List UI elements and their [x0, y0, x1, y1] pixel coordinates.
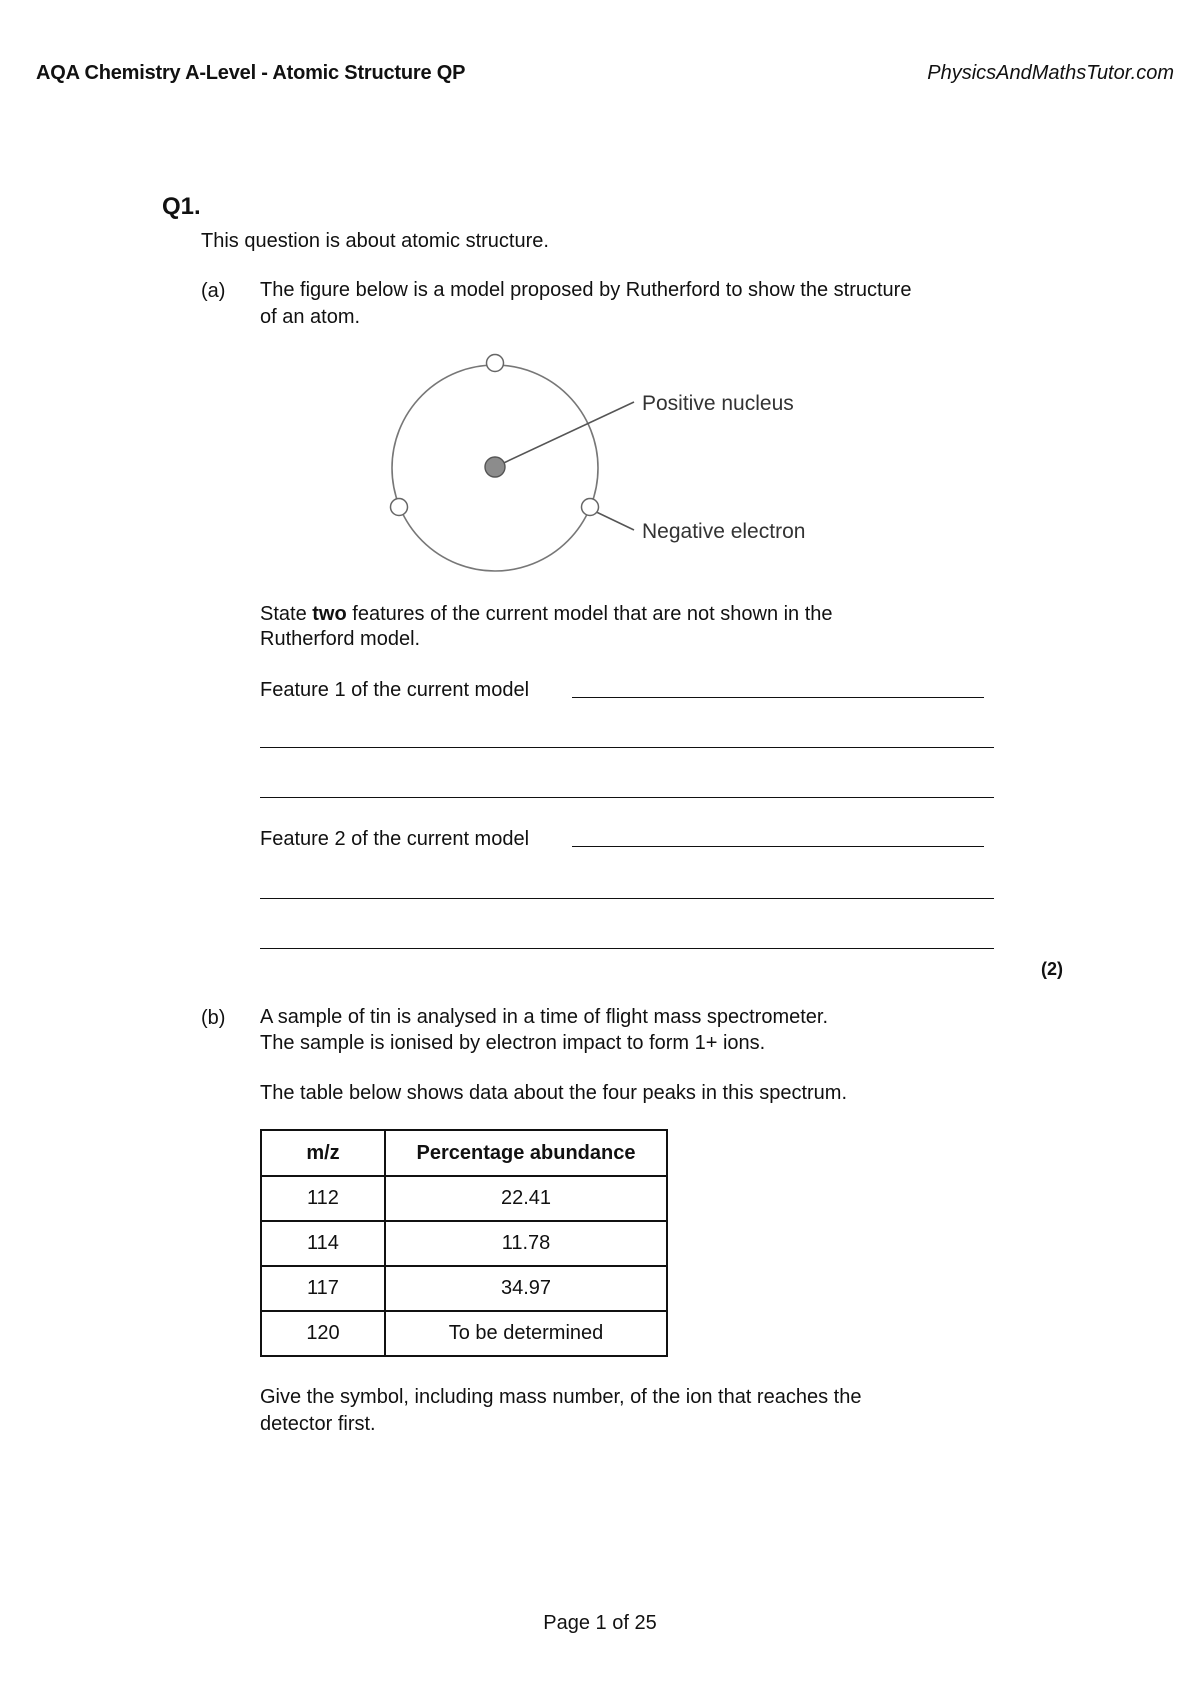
feature1-answer-line-3[interactable]	[260, 797, 994, 798]
part-b-label: (b)	[201, 1007, 226, 1029]
part-a-prompt-line1: State two features of the current model that are not shown in the	[260, 603, 833, 625]
part-b-prompt-line2: detector first.	[260, 1413, 376, 1435]
part-b-prompt-line1: Give the symbol, including mass number, of the ion that reaches the	[260, 1386, 862, 1408]
question-number: Q1.	[162, 193, 201, 220]
table-cell-mz: 117	[261, 1266, 385, 1311]
part-a-marks: (2)	[1041, 959, 1063, 979]
feature2-answer-line-2[interactable]	[260, 898, 994, 899]
feature2-answer-line-3[interactable]	[260, 948, 994, 949]
rutherford-atom-figure	[380, 345, 840, 585]
table-header-mz: m/z	[261, 1130, 385, 1176]
table-cell-mz: 114	[261, 1221, 385, 1266]
electron-right	[582, 499, 599, 516]
positive-nucleus	[485, 457, 505, 477]
label-positive-nucleus: Positive nucleus	[642, 392, 794, 415]
table-row	[261, 1266, 667, 1311]
document-header-title: AQA Chemistry A-Level - Atomic Structure QP	[36, 62, 466, 84]
electron-left	[391, 499, 408, 516]
feature2-label: Feature 2 of the current model	[260, 828, 530, 850]
part-a-text-line1: The figure below is a model proposed by Rutherford to show the structure	[260, 279, 912, 301]
table-cell-abundance: 22.41	[385, 1176, 667, 1221]
table-cell-abundance: 34.97	[385, 1266, 667, 1311]
table-cell-mz: 112	[261, 1176, 385, 1221]
part-a-prompt-line2: Rutherford model.	[260, 628, 421, 650]
page-number: Page 1 of 25	[543, 1612, 657, 1634]
table-row	[261, 1221, 667, 1266]
part-a-label: (a)	[201, 280, 226, 302]
document-header-source: PhysicsAndMathsTutor.com	[927, 62, 1174, 84]
table-cell-mz: 120	[261, 1311, 385, 1356]
table-header-abundance: Percentage abundance	[385, 1130, 667, 1176]
mass-spectrum-table	[260, 1129, 668, 1357]
table-cell-abundance: To be determined	[385, 1311, 667, 1356]
part-b-text-line2: The sample is ionised by electron impact to form 1+ ions.	[260, 1032, 766, 1054]
part-a-text-line2: of an atom.	[260, 306, 361, 328]
question-intro: This question is about atomic structure.	[201, 230, 549, 252]
part-b-table-intro: The table below shows data about the four peaks in this spectrum.	[260, 1082, 848, 1104]
part-b-text-line1: A sample of tin is analysed in a time of flight mass spectrometer.	[260, 1006, 829, 1028]
table-row	[261, 1176, 667, 1221]
label-negative-electron: Negative electron	[642, 520, 806, 543]
feature1-answer-line[interactable]	[572, 697, 984, 698]
table-header-row	[261, 1130, 667, 1176]
table-cell-abundance: 11.78	[385, 1221, 667, 1266]
feature1-answer-line-2[interactable]	[260, 747, 994, 748]
electron-top	[487, 355, 504, 372]
nucleus-label-leader	[495, 402, 634, 467]
feature1-label: Feature 1 of the current model	[260, 679, 530, 701]
table-row	[261, 1311, 667, 1356]
feature2-answer-line[interactable]	[572, 846, 984, 847]
